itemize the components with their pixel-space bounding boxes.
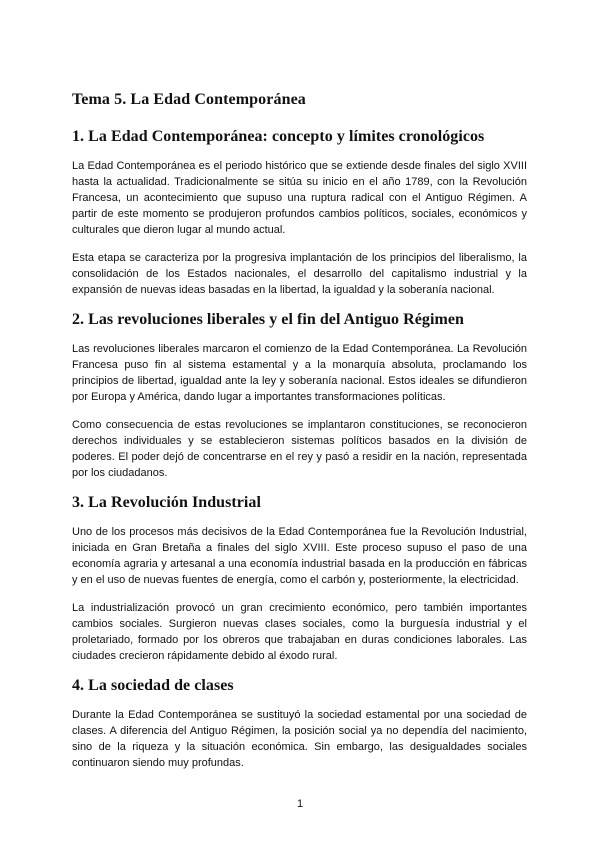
section-4-heading: 4. La sociedad de clases <box>72 677 234 694</box>
section-4-paragraph-1: Durante la Edad Contemporánea se sustituyó la sociedad estamental por una sociedad de clases. A diferencia del Antiguo Régimen, la posición social ya no dependía del nacimiento, sino de la riqueza y la situación económica. Sin embargo, las desigualdades sociales continuaron siendo muy profundas. <box>72 709 527 769</box>
document-title: Tema 5. La Edad Contemporánea <box>72 91 306 108</box>
section-3-heading: 3. La Revolución Industrial <box>72 494 261 511</box>
section-1-paragraph-2: Esta etapa se caracteriza por la progresiva implantación de los principios del liberalismo, la consolidación de los Estados nacionales, el desarrollo del capitalismo industrial y la expansión de nuevas ideas basadas en la libertad, la igualdad y la soberanía nacional. <box>72 252 527 296</box>
section-3-paragraph-2: La industrialización provocó un gran crecimiento económico, pero también importantes cambios sociales. Surgieron nuevas clases sociales, como la burguesía industrial y el proletariado, formado por los obreros que trabajaban en duras condiciones laborales. Las ciudades crecieron rápidamente debido al éxodo rural. <box>72 602 527 662</box>
section-1-paragraph-1: La Edad Contemporánea es el periodo histórico que se extiende desde finales del siglo XVIII hasta la actualidad. Tradicionalmente se sitúa su inicio en el año 1789, con la Revolución Francesa, un acontecimiento que supuso una ruptura radical con el Antiguo Régimen. A partir de este momento se produjeron profundos cambios políticos, sociales, económicos y culturales que dieron lugar al mundo actual. <box>72 160 527 236</box>
section-3-paragraph-1: Uno de los procesos más decisivos de la Edad Contemporánea fue la Revolución Industrial, iniciada en Gran Bretaña a finales del siglo XVIII. Este proceso supuso el paso de una economía agraria y artesanal a una economía industrial basada en la producción en fábricas y en el uso de nuevas fuentes de energía, como el carbón y, posteriormente, la electricidad. <box>72 526 527 586</box>
section-2-paragraph-2: Como consecuencia de estas revoluciones se implantaron constituciones, se reconocieron derechos individuales y se establecieron sistemas políticos basados en la división de poderes. El poder dejó de concentrarse en el rey y pasó a residir en la nación, representada por los ciudadanos. <box>72 419 527 479</box>
page-number: 1 <box>296 798 304 810</box>
section-2-heading: 2. Las revoluciones liberales y el fin del Antiguo Régimen <box>72 311 464 328</box>
section-2-paragraph-1: Las revoluciones liberales marcaron el comienzo de la Edad Contemporánea. La Revolución Francesa puso fin al sistema estamental y a la monarquía absoluta, proclamando los principios de libertad, igualdad ante la ley y soberanía nacional. Estos ideales se difundieron por Europa y América, dando lugar a importantes transformaciones políticas. <box>72 343 527 403</box>
section-1-heading: 1. La Edad Contemporánea: concepto y límites cronológicos <box>72 128 485 145</box>
page-content <box>72 84 527 783</box>
